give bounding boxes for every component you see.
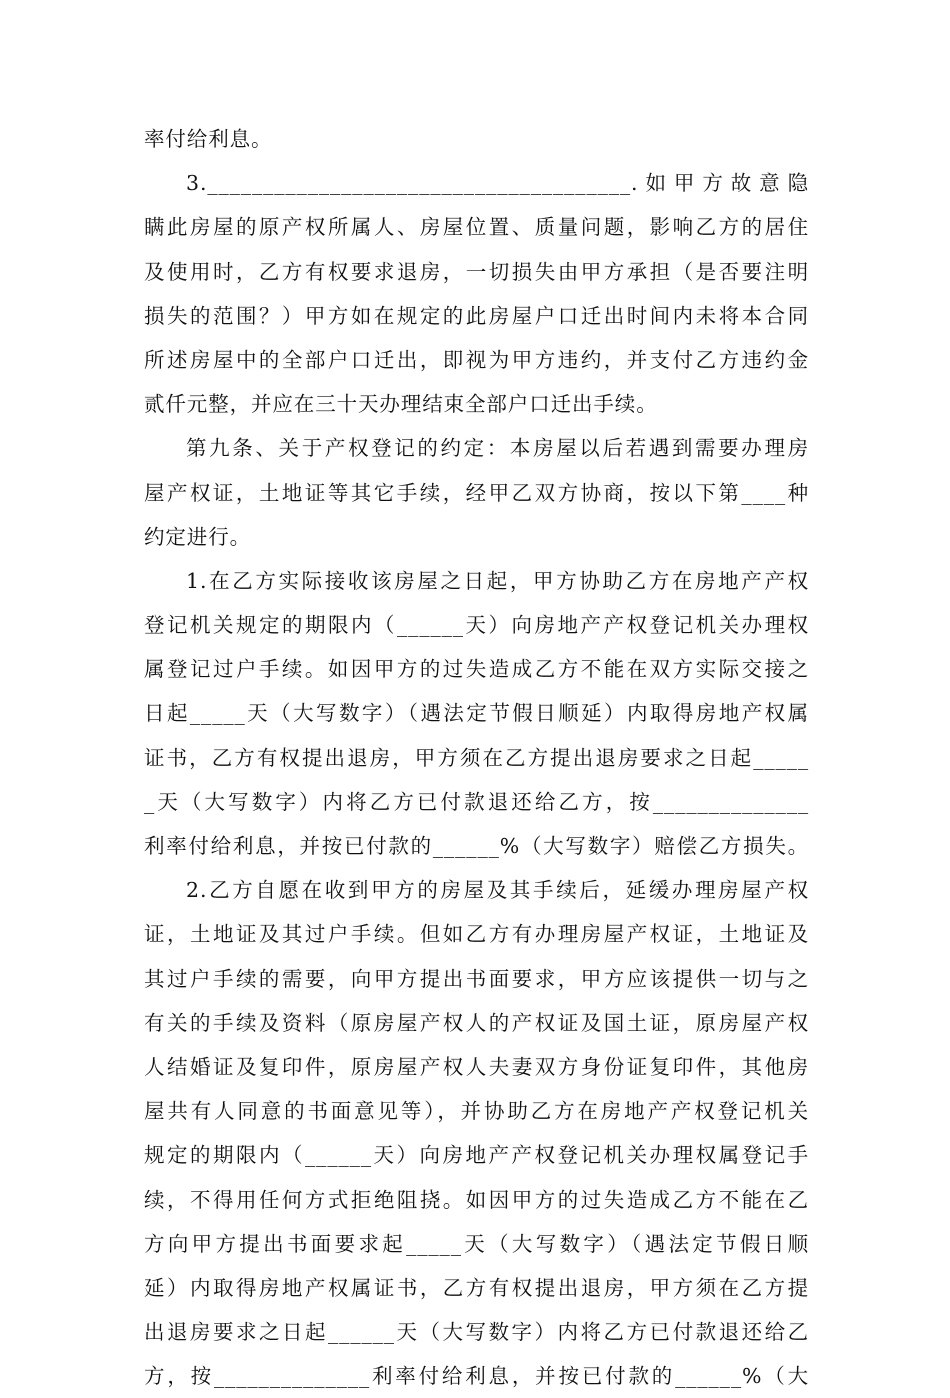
document-line: 损失的范围？）甲方如在规定的此房屋户口迁出时间内未将本合同 (144, 303, 809, 328)
document-line: 瞒此房屋的原产权所属人、房屋位置、质量问题，影响乙方的居住 (144, 215, 809, 240)
document-line: 延）内取得房地产权属证书，乙方有权提出退房，甲方须在乙方提 (144, 1275, 809, 1300)
document-line: 出退房要求之日起______天（大写数字）内将乙方已付款退还给乙 (144, 1320, 809, 1345)
document-line: 率付给利息。 (144, 127, 273, 151)
document-line: 证书，乙方有权提出退房，甲方须在乙方提出退房要求之日起_____ (144, 745, 809, 770)
document-line: 1.在乙方实际接收该房屋之日起，甲方协助乙方在房地产产权 (186, 568, 809, 593)
document-line: 3.______________________________________.如甲方故意隐 (186, 171, 809, 196)
document-line: 人结婚证及复印件，原房屋产权人夫妻双方身份证复印件，其他房 (144, 1054, 809, 1079)
document-line: _天（大写数字）内将乙方已付款退还给乙方，按______________ (144, 789, 809, 814)
document-line: 日起_____天（大写数字）（遇法定节假日顺延）内取得房地产权属 (144, 701, 809, 726)
document-line: 有关的手续及资料（原房屋产权人的产权证及国土证，原房屋产权 (144, 1010, 809, 1035)
document-line: 其过户手续的需要，向甲方提出书面要求，甲方应该提供一切与之 (144, 966, 809, 991)
document-line: 证，土地证及其过户手续。但如乙方有办理房屋产权证，土地证及 (144, 922, 809, 947)
document-line: 屋产权证，土地证等其它手续，经甲乙双方协商，按以下第____种 (144, 480, 809, 505)
document-line: 及使用时，乙方有权要求退房，一切损失由甲方承担（是否要注明 (144, 259, 809, 284)
document-line: 方，按______________利率付给利息，并按已付款的______%（大 (144, 1364, 809, 1389)
document-line: 属登记过户手续。如因甲方的过失造成乙方不能在双方实际交接之 (144, 657, 809, 682)
document-body (144, 117, 809, 1398)
document-line: 登记机关规定的期限内（______天）向房地产产权登记机关办理权 (144, 613, 809, 638)
document-line: 2.乙方自愿在收到甲方的房屋及其手续后，延缓办理房屋产权 (186, 878, 809, 903)
document-line: 利率付给利息，并按已付款的______%（大写数字）赔偿乙方损失。 (144, 834, 809, 858)
document-line: 规定的期限内（______天）向房地产产权登记机关办理权属登记手 (144, 1143, 809, 1168)
document-line: 屋共有人同意的书面意见等），并协助乙方在房地产产权登记机关 (144, 1099, 809, 1124)
document-line: 贰仟元整，并应在三十天办理结束全部户口迁出手续。 (144, 392, 658, 417)
document-line: 方向甲方提出书面要求起_____天（大写数字）（遇法定节假日顺 (144, 1231, 809, 1256)
document-line: 第九条、关于产权登记的约定：本房屋以后若遇到需要办理房 (186, 436, 809, 461)
document-line: 续，不得用任何方式拒绝阻挠。如因甲方的过失造成乙方不能在乙 (144, 1187, 809, 1212)
document-line: 约定进行。 (144, 524, 251, 549)
document-line: 所述房屋中的全部户口迁出，即视为甲方违约，并支付乙方违约金 (144, 347, 809, 372)
